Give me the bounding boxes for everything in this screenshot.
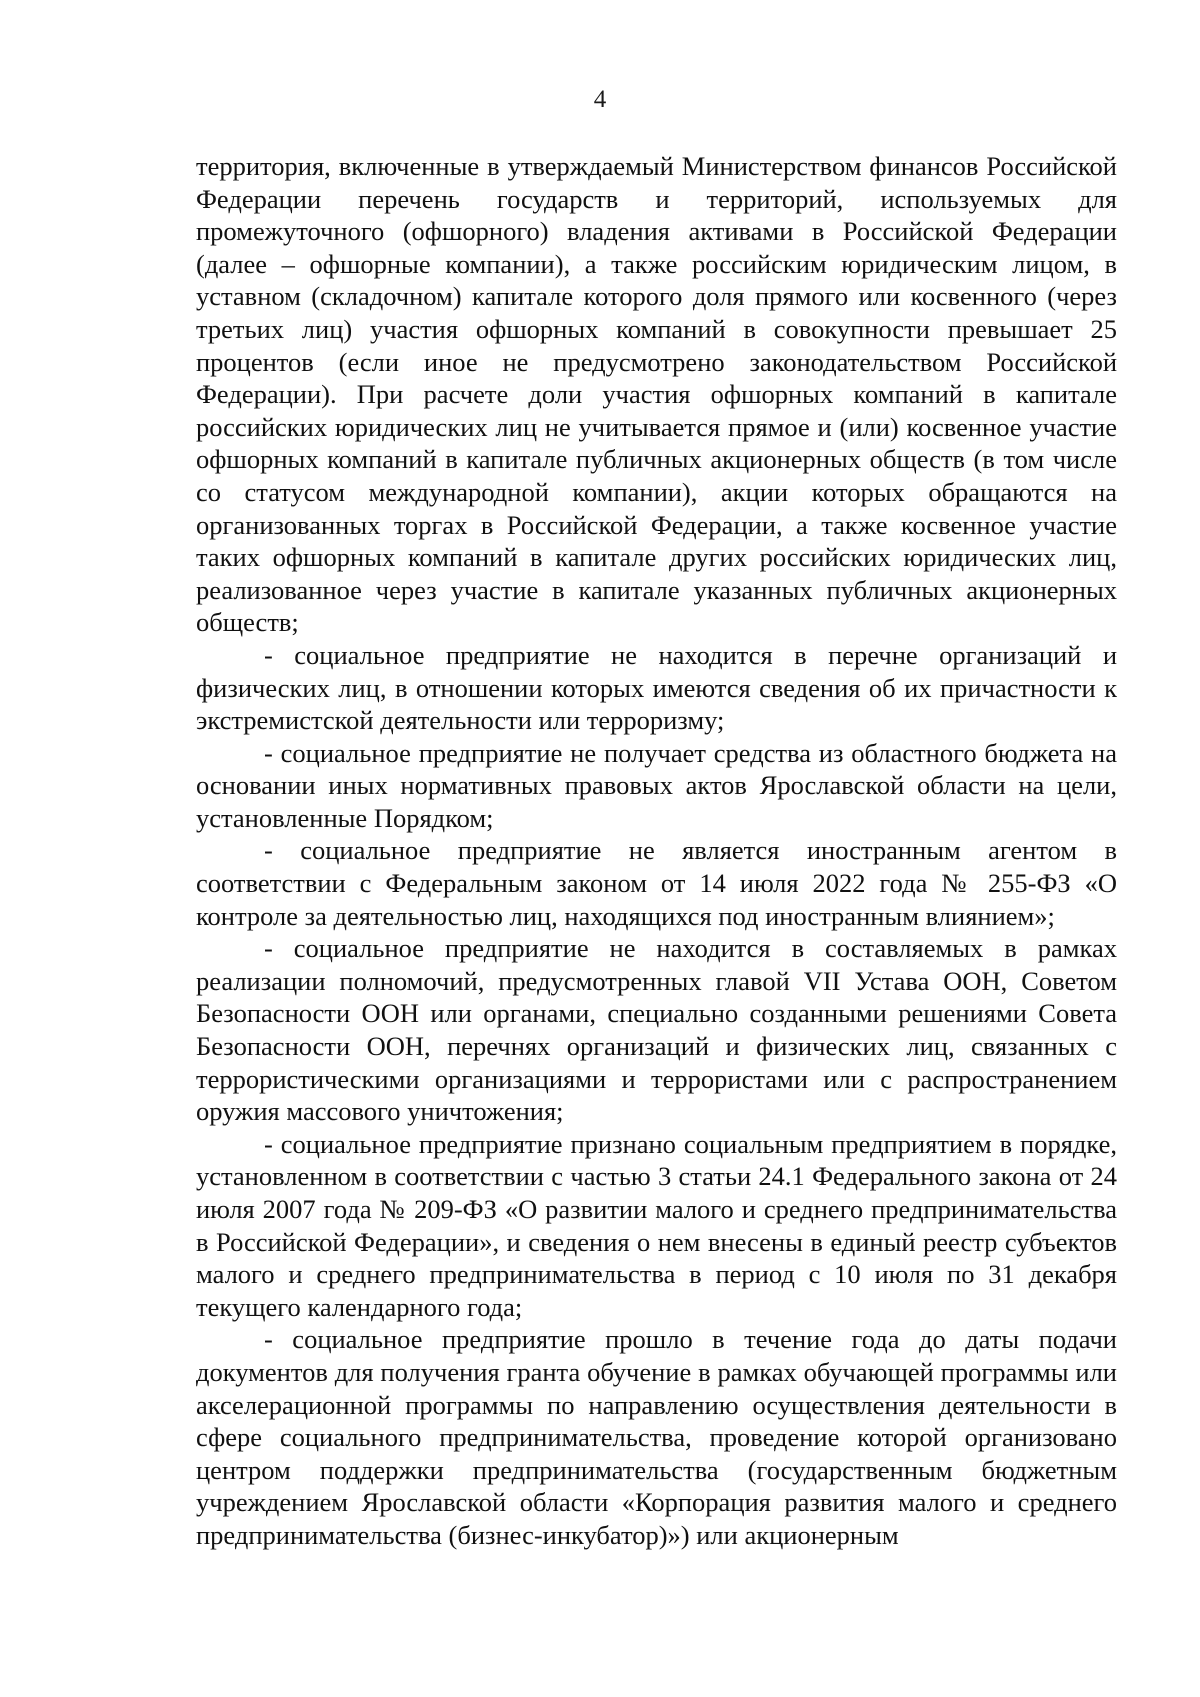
paragraph-foreign-agent: - социальное предприятие не является иностранным агентом в соответствии с Федеральным законом от 14 июля 2022 года № 255-ФЗ «О контроле за деятельностью лиц, находящихся под иностранным влиянием»; bbox=[196, 835, 1117, 931]
paragraph-offshore-companies: территория, включенные в утверждаемый Министерством финансов Российской Федерации перечень государств и территорий, используемых для промежуточного (офшорного) владения активами в Российской Федерации (далее – офшорные компании), а также российским юридическим лицом, в уставном (складочном) капитале которого доля прямого или косвенного (через третьих лиц) участия офшорных компаний в совокупности превышает 25 процентов (если иное не предусмотрено законодательством Российской Федерации). При расчете доли участия офшорных компаний в капитале российских юридических лиц не учитывается прямое и (или) косвенное участие офшорных компаний в капитале публичных акционерных обществ (в том числе со статусом международной компании), акции которых обращаются на организованных торгах в Российской Федерации, а также косвенное участие таких офшорных компаний в капитале других российских юридических лиц, реализованное через участие в капитале указанных публичных акционерных обществ; bbox=[196, 151, 1117, 638]
page-number: 4 bbox=[593, 86, 607, 113]
paragraph-regional-budget: - социальное предприятие не получает средства из областного бюджета на основании иных нормативных правовых актов Ярославской области на цели, установленные Порядком; bbox=[196, 737, 1117, 833]
paragraph-extremism-list: - социальное предприятие не находится в перечне организаций и физических лиц, в отношении которых имеются сведения об их причастности к экстремистской деятельности или терроризму; bbox=[196, 639, 1117, 736]
paragraph-training-program: - социальное предприятие прошло в течение года до даты подачи документов для получения гранта обучение в рамках обучающей программы или акселерационной программы по направлению осуществления деятельности в сфере социального предпринимательства, проведение которой организовано центром поддержки предпринимательства (государственным бюджетным учреждением Ярославской области «Корпорация развития малого и среднего предпринимательства (бизнес-инкубатор)») или акционерным bbox=[196, 1324, 1117, 1550]
document-body bbox=[196, 150, 1117, 1552]
paragraph-social-enterprise-status: - социальное предприятие признано социальным предприятием в порядке, установленном в соответствии с частью 3 статьи 24.1 Федерального закона от 24 июля 2007 года № 209-ФЗ «О развитии малого и среднего предпринимательства в Российской Федерации», и сведения о нем внесены в единый реестр субъектов малого и среднего предпринимательства в период с 10 июля по 31 декабря текущего календарного года; bbox=[196, 1128, 1117, 1322]
paragraph-un-security-council: - социальное предприятие не находится в составляемых в рамках реализации полномочий, предусмотренных главой VII Устава ООН, Советом Безопасности ООН или органами, специально созданными решениями Совета Безопасности ООН, перечнях организаций и физических лиц, связанных с террористическими организациями и террористами или с распространением оружия массового уничтожения; bbox=[196, 933, 1117, 1127]
